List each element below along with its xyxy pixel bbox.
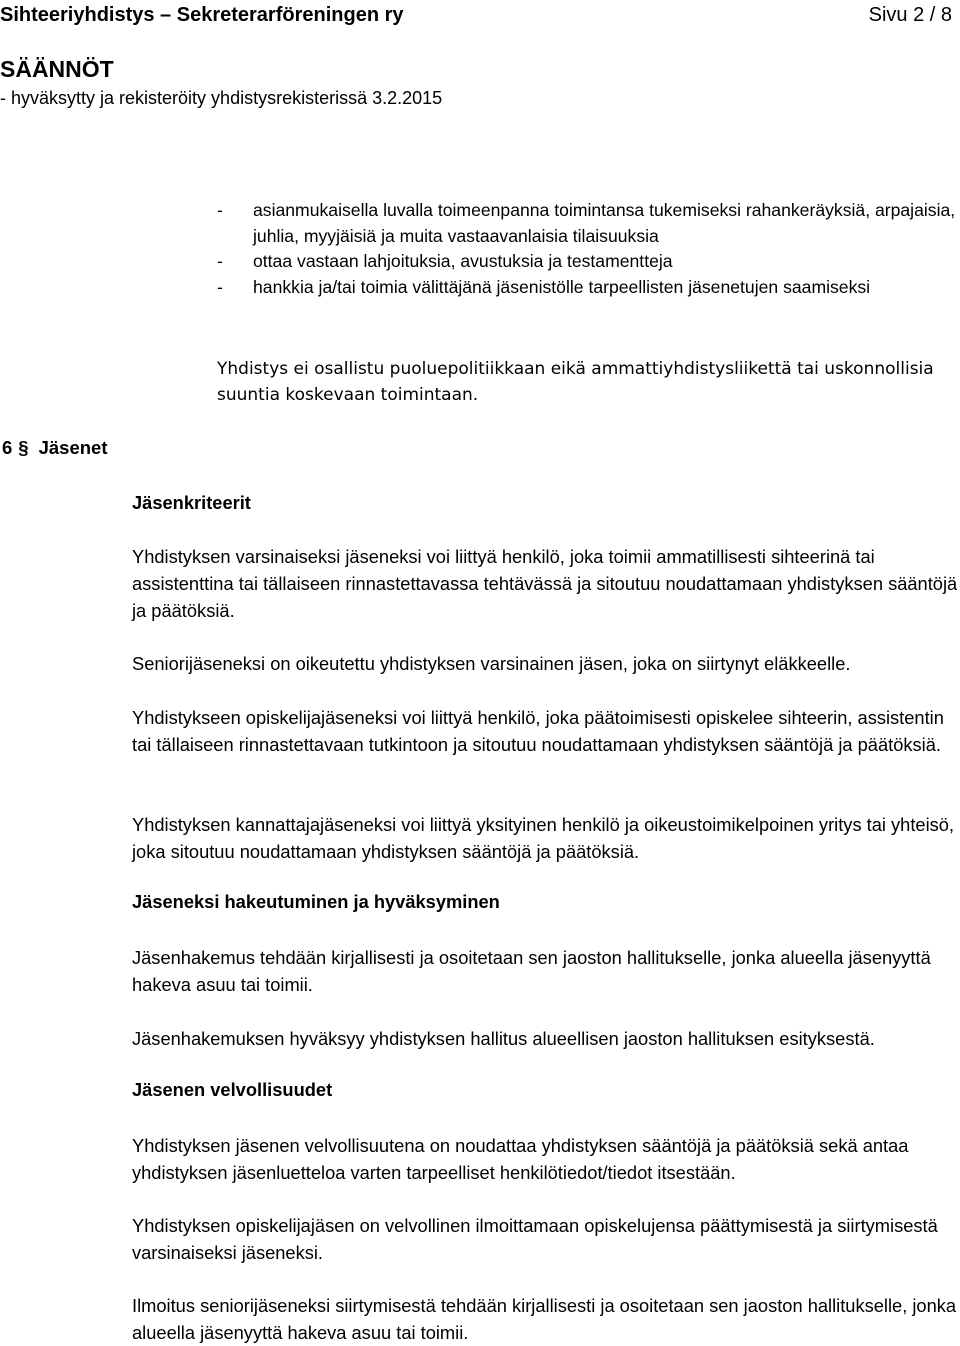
document-subtitle: - hyväksytty ja rekisteröity yhdistysrekisterissä 3.2.2015 xyxy=(0,88,443,108)
list-dash: - xyxy=(217,200,223,220)
paragraph: Yhdistyksen opiskelijajäsen on velvollinen ilmoittamaan opiskelujensa päättymisestä ja siirtymisestä varsinaiseksi jäseneksi. xyxy=(132,1215,938,1263)
page-header xyxy=(0,4,952,30)
paragraph: Seniorijäseneksi on oikeutettu yhdistyksen varsinainen jäsen, joka on siirtynyt eläkkeelle. xyxy=(132,653,851,674)
list-item-text: ottaa vastaan lahjoituksia, avustuksia ja testamentteja xyxy=(253,251,673,271)
neutrality-paragraph: Yhdistys ei osallistu puoluepolitiikkaan eikä ammattiyhdistysliikettä tai uskonnollisia suuntia koskevaan toimintaan. xyxy=(217,359,934,405)
list-item xyxy=(217,198,960,249)
paragraph: Yhdistyksen varsinaiseksi jäseneksi voi liittyä henkilö, joka toimii ammatillisesti sihteerinä tai assistenttina tai tällaiseen rinnastettavassa tehtävässä ja sitoutuu noudattamaan yhdistyksen sääntöjä ja päätöksiä. xyxy=(132,546,958,621)
list-dash: - xyxy=(217,251,223,271)
paragraph: Yhdistyksen kannattajajäseneksi voi liittyä yksityinen henkilö ja oikeustoimikelpoinen yritys tai yhteisö, joka sitoutuu noudattamaan yhdistyksen sääntöjä ja päätöksiä. xyxy=(132,814,955,862)
paragraph: Ilmoitus seniorijäseneksi siirtymisestä tehdään kirjallisesti ja osoitetaan sen jaoston hallitukselle, jonka alueella jäsenyyttä hakeva asuu tai toimii. xyxy=(132,1295,957,1343)
list-item-text: hankkia ja/tai toimia välittäjänä jäsenistölle tarpeellisten jäsenetujen saamiseksi xyxy=(253,276,871,297)
list-item xyxy=(217,249,960,275)
paragraph: Yhdistyksen jäsenen velvollisuutena on noudattaa yhdistyksen sääntöjä ja päätöksiä sekä antaa yhdistyksen jäsenluetteloa varten tarpeelliset henkilötiedot/tiedot itsestään. xyxy=(132,1135,909,1183)
criteria-heading: Jäsenkriteerit xyxy=(132,492,251,513)
list-item-text: asianmukaisella luvalla toimeenpanna toimintansa tukemiseksi rahankeräyksiä, arpajaisia, juhlia, myyjäisiä ja muita vastaavanlaisia tilaisuuksia xyxy=(253,200,956,246)
section-number: 6 xyxy=(2,437,13,458)
list-dash: - xyxy=(217,276,223,297)
application-heading: Jäseneksi hakeutuminen ja hyväksyminen xyxy=(132,891,500,912)
paragraph: Jäsenhakemuksen hyväksyy yhdistyksen hallitus alueellisen jaoston hallituksen esityksestä. xyxy=(132,1028,875,1049)
duties-heading: Jäsenen velvollisuudet xyxy=(132,1079,333,1100)
section-sign-icon: § xyxy=(18,437,29,458)
activity-list xyxy=(217,198,960,300)
paragraph: Jäsenhakemus tehdään kirjallisesti ja osoitetaan sen jaoston hallitukselle, jonka alueella jäsenyyttä hakeva asuu tai toimii. xyxy=(132,947,931,995)
organization-name: Sihteeriyhdistys – Sekreterarföreningen ry xyxy=(0,4,404,26)
paragraph: Yhdistykseen opiskelijajäseneksi voi liittyä henkilö, joka päätoimisesti opiskelee sihteerin, assistentin tai tällaiseen rinnastettavaan tutkintoon ja sitoutuu noudattamaan yhdistyksen sääntöjä ja päätöksiä. xyxy=(132,707,944,755)
page-number: Sivu 2 / 8 xyxy=(868,4,952,26)
document-title: SÄÄNNÖT xyxy=(0,56,114,82)
list-item xyxy=(217,275,960,301)
section-title: Jäsenet xyxy=(38,437,108,458)
section-heading xyxy=(2,437,108,459)
